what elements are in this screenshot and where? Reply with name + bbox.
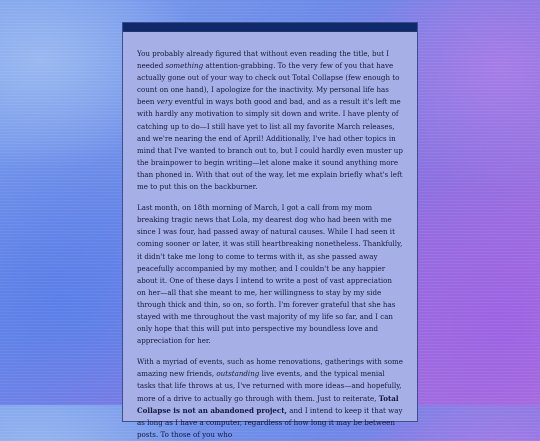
post-paragraph: You probably already figured that without even reading the title, but I needed something attention-grabbing. To the very few of you that have actually gone out of your way to check out Total Collapse (few enough to count on one hand), I apologize for the inactivity. My personal life has been very eventful in ways both good and bad, and as a result it's left me with hardly any motivation to simply sit down and write. I have plenty of catching up to do—I still have yet to list all my favorite March releases, and we're nearing the end of April! Additionally, I've had other topics in mind that I've wanted to branch out to, but I could hardly even muster up the brainpower to begin writing—let alone make it sound anything more than phoned in. With that out of the way, let me explain briefly what's left me to put this on the backburner. — [137, 49, 403, 192]
emphasis-text: very — [156, 97, 173, 107]
post-body — [123, 32, 417, 441]
bold-text: Total Collapse is not an abandoned project, — [137, 393, 399, 415]
emphasis-text: something — [165, 61, 204, 71]
post-paragraph: Last month, on 18th morning of March, I got a call from my mom breaking tragic news that Lola, my dearest dog who had been with me since I was four, had passed away of natural causes. While I had seen it coming sooner or later, it was still heartbreaking nonetheless. Thankfully, it didn't take me long to come to terms with it, as she passed away peacefully accompanied by my mother, and I couldn't be any happier about it. One of these days I intend to write a post of vast appreciation on her—all that she meant to me, her willingness to stay by my side through thick and thin, so on, so forth. I'm forever grateful that she has stayed with me throughout the vast majority of my life so far, and I can only hope that this will put into perspective my boundless love and appreciation for her. — [137, 203, 403, 346]
post-header-bar — [123, 23, 417, 32]
post-paragraph: With a myriad of events, such as home renovations, gatherings with some amazing new friends, outstanding live events, and the typical menial tasks that life throws at us, I've returned with more ideas—and hopefully, more of a drive to actually go through with them. Just to reiterate, Total Collapse is not an abandoned project, and I intend to keep it that way as long as I have a computer, regardless of how long it may be between posts. To those of you who — [137, 357, 403, 439]
blog-post-card — [122, 22, 418, 439]
emphasis-text: outstanding — [216, 369, 260, 379]
